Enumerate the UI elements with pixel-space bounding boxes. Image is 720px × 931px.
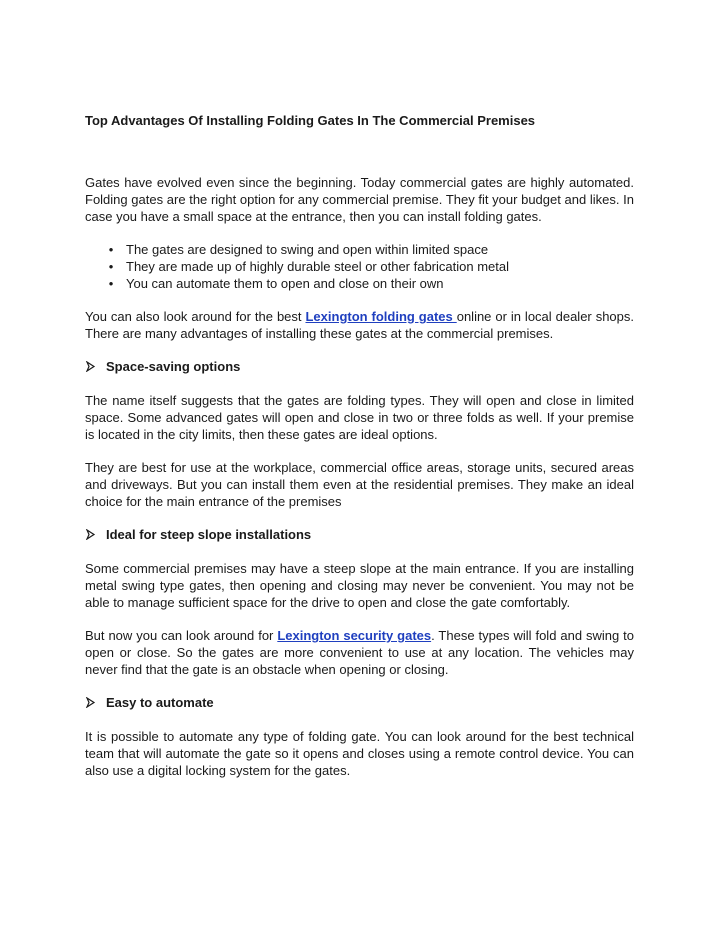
security-text-before: But now you can look around for (85, 628, 278, 643)
section-paragraph: Some commercial premises may have a steep slope at the main entrance. If you are installing metal swing type gates, then opening and closing may never be convenient. You may not be able to manage sufficient space for the drive to open and close the gate comfortably. (85, 561, 634, 610)
arrow-right-icon (85, 361, 96, 372)
section-heading-text: Ideal for steep slope installations (106, 527, 312, 542)
section-heading-text: Space-saving options (106, 359, 241, 374)
arrow-right-icon (85, 529, 96, 540)
bullet-dot-icon: • (108, 276, 114, 291)
section-paragraph: The name itself suggests that the gates are folding types. They will open and close in limited space. Some advanced gates will open and close in two or three folds as well. If your premise is located in the city limits, then these gates are ideal options. (85, 393, 634, 442)
bullet-dot-icon: • (108, 259, 114, 274)
list-item (85, 275, 634, 292)
section-paragraph: They are best for use at the workplace, commercial office areas, storage units, secured areas and driveways. But you can install them even at the residential premises. They make an ideal choice for the main entrance of the premises (85, 460, 634, 509)
arrow-right-icon (85, 697, 96, 708)
dealer-text-before: You can also look around for the best (85, 309, 306, 324)
advantages-list (85, 241, 634, 292)
document-body (85, 112, 634, 795)
dealer-paragraph (85, 308, 634, 342)
dealer-text-after: online or in local dealer shops. There are many advantages of installing these gates at the commercial premises. (85, 309, 635, 341)
security-text-after: . These types will fold and swing to open or close. So the gates are more convenient to use at any location. The vehicles may never find that the gate is an obstacle when opening or closing. (85, 628, 634, 677)
lexington-security-gates-link[interactable]: Lexington security gates (277, 628, 432, 643)
list-item-text: They are made up of highly durable steel or other fabrication metal (126, 259, 509, 274)
bullet-dot-icon: • (108, 242, 114, 257)
list-item (85, 241, 634, 258)
list-item-text: You can automate them to open and close on their own (126, 276, 444, 291)
lexington-folding-gates-link[interactable]: Lexington folding gates (305, 309, 457, 324)
section-heading-easy-automate (85, 694, 634, 711)
list-item-text: The gates are designed to swing and open within limited space (126, 242, 489, 257)
section-heading-text: Easy to automate (106, 695, 214, 710)
section-heading-space-saving (85, 358, 634, 375)
page-title: Top Advantages Of Installing Folding Gates In The Commercial Premises (85, 113, 536, 128)
section-heading-steep-slope (85, 526, 634, 543)
intro-paragraph: Gates have evolved even since the beginning. Today commercial gates are highly automated. Folding gates are the right option for any commercial premise. They fit your budget and likes. In case you have a small space at the entrance, then you can install folding gates. (85, 175, 634, 224)
list-item (85, 258, 634, 275)
section-paragraph: It is possible to automate any type of folding gate. You can look around for the best technical team that will automate the gate so it opens and closes using a remote control device. You can also use a digital locking system for the gates. (85, 729, 634, 778)
security-gates-paragraph (85, 627, 634, 678)
